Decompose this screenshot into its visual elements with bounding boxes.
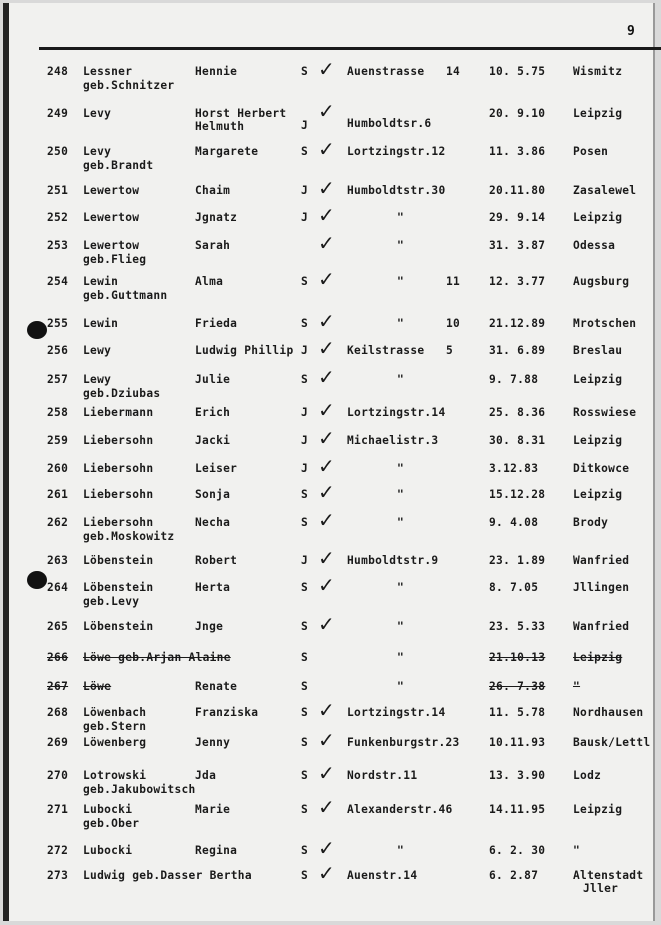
birth-place: Lodz xyxy=(573,769,602,782)
address: Auenstrasse xyxy=(347,65,425,78)
checkmark: ✓ xyxy=(318,508,335,532)
birth-date: 21.10.13 xyxy=(489,651,546,664)
birth-date: 9. 4.08 xyxy=(489,516,539,529)
birth-place: Leipzig xyxy=(573,651,623,664)
birth-date: 23. 5.33 xyxy=(489,620,546,633)
surname: Liebersohn xyxy=(83,462,154,475)
surname: Lewertow xyxy=(83,184,140,197)
checkmark: ✓ xyxy=(318,454,335,478)
religion-code: J xyxy=(301,184,309,197)
birth-place: Wismitz xyxy=(573,65,623,78)
birth-date: 10. 5.75 xyxy=(489,65,546,78)
entry-number: 258 xyxy=(47,406,69,419)
birth-place: Wanfried xyxy=(573,554,630,567)
first-name: Frieda xyxy=(195,317,238,330)
surname: Liebersohn xyxy=(83,434,154,447)
birth-date: 31. 3.87 xyxy=(489,239,546,252)
checkmark: ✓ xyxy=(318,176,335,200)
religion-code: J xyxy=(301,462,309,475)
birth-place-2: Jller xyxy=(583,882,619,895)
entry-number: 269 xyxy=(47,736,69,749)
address: " xyxy=(397,211,405,224)
birth-date: 9. 7.88 xyxy=(489,373,539,386)
address: Nordstr.11 xyxy=(347,769,418,782)
birth-date: 13. 3.90 xyxy=(489,769,546,782)
address: Michaelistr.3 xyxy=(347,434,439,447)
address: " xyxy=(397,317,405,330)
birth-place: " xyxy=(573,844,581,857)
checkmark: ✓ xyxy=(318,480,335,504)
maiden-name: geb.Levy xyxy=(83,595,140,608)
surname: Lewertow xyxy=(83,239,140,252)
surname: Levy xyxy=(83,107,112,120)
checkmark: ✓ xyxy=(318,336,335,360)
birth-date: 3.12.83 xyxy=(489,462,539,475)
birth-date: 6. 2. 30 xyxy=(489,844,546,857)
checkmark: ✓ xyxy=(318,546,335,570)
birth-date: 14.11.95 xyxy=(489,803,546,816)
checkmark: ✓ xyxy=(318,231,335,255)
birth-place: Wanfried xyxy=(573,620,630,633)
maiden-name: geb.Dziubas xyxy=(83,387,161,400)
address: " xyxy=(397,651,405,664)
address: " xyxy=(397,488,405,501)
religion-code: S xyxy=(301,844,309,857)
birth-date: 25. 8.36 xyxy=(489,406,546,419)
birth-date: 8. 7.05 xyxy=(489,581,539,594)
checkmark: ✓ xyxy=(318,426,335,450)
first-name: Horst Herbert xyxy=(195,107,287,120)
surname: Ludwig geb.Dasser Bertha xyxy=(83,869,252,882)
checkmark: ✓ xyxy=(318,728,335,752)
checkmark: ✓ xyxy=(318,365,335,389)
surname: Liebersohn xyxy=(83,488,154,501)
religion-code: S xyxy=(301,651,309,664)
checkmark: ✓ xyxy=(318,137,335,161)
checkmark: ✓ xyxy=(318,573,335,597)
first-name: Jda xyxy=(195,769,217,782)
religion-code: S xyxy=(301,581,309,594)
maiden-name: geb.Stern xyxy=(83,720,147,733)
entry-number: 267 xyxy=(47,680,69,693)
birth-place: Zasalewel xyxy=(573,184,637,197)
birth-date: 23. 1.89 xyxy=(489,554,546,567)
address: Humboldtstr.9 xyxy=(347,554,439,567)
birth-date: 26. 7.38 xyxy=(489,680,546,693)
birth-date: 31. 6.89 xyxy=(489,344,546,357)
surname: Löwe xyxy=(83,680,112,693)
religion-code: J xyxy=(301,554,309,567)
surname: Lubocki xyxy=(83,803,133,816)
address: " xyxy=(397,275,405,288)
religion-code: J xyxy=(301,406,309,419)
address: " xyxy=(397,516,405,529)
birth-place: " xyxy=(573,680,581,693)
maiden-name: geb.Moskowitz xyxy=(83,530,175,543)
birth-place: Posen xyxy=(573,145,609,158)
surname: Löwenberg xyxy=(83,736,147,749)
entry-number: 248 xyxy=(47,65,69,78)
surname: Löbenstein xyxy=(83,581,154,594)
first-name: Necha xyxy=(195,516,231,529)
birth-place: Bausk/Lettl xyxy=(573,736,651,749)
entry-number: 272 xyxy=(47,844,69,857)
checkmark: ✓ xyxy=(318,612,335,636)
address: " xyxy=(397,462,405,475)
surname: Liebersohn xyxy=(83,516,154,529)
religion-code: S xyxy=(301,736,309,749)
entry-number: 256 xyxy=(47,344,69,357)
punch-hole xyxy=(27,571,47,589)
maiden-name: geb.Ober xyxy=(83,817,140,830)
surname: Löwe geb.Arjan Alaine xyxy=(83,651,231,664)
birth-place: Odessa xyxy=(573,239,616,252)
first-name: Sonja xyxy=(195,488,231,501)
birth-place: Rosswiese xyxy=(573,406,637,419)
religion-code: J xyxy=(301,434,309,447)
first-name: Chaim xyxy=(195,184,231,197)
maiden-name: geb.Schnitzer xyxy=(83,79,175,92)
first-name: Jenny xyxy=(195,736,231,749)
first-name: Hennie xyxy=(195,65,238,78)
entry-number: 264 xyxy=(47,581,69,594)
birth-place: Jllingen xyxy=(573,581,630,594)
house-number: 14 xyxy=(446,65,461,78)
checkmark: ✓ xyxy=(318,309,335,333)
address: Lortzingstr.12 xyxy=(347,145,446,158)
page-number: 9 xyxy=(627,24,635,39)
maiden-name: geb.Flieg xyxy=(83,253,147,266)
house-number: 10 xyxy=(446,317,461,330)
birth-place: Breslau xyxy=(573,344,623,357)
religion-code: S xyxy=(301,680,309,693)
birth-date: 15.12.28 xyxy=(489,488,546,501)
birth-place: Brody xyxy=(573,516,609,529)
birth-place: Leipzig xyxy=(573,803,623,816)
religion-code: S xyxy=(301,706,309,719)
birth-date: 10.11.93 xyxy=(489,736,546,749)
first-name: Jnge xyxy=(195,620,224,633)
house-number: 5 xyxy=(446,344,454,357)
header-rule xyxy=(39,47,661,50)
punch-hole xyxy=(27,321,47,339)
first-name: Sarah xyxy=(195,239,231,252)
address: Lortzingstr.14 xyxy=(347,706,446,719)
surname: Lewy xyxy=(83,373,112,386)
entry-number: 253 xyxy=(47,239,69,252)
maiden-name: geb.Brandt xyxy=(83,159,154,172)
first-name: Erich xyxy=(195,406,231,419)
entry-number: 252 xyxy=(47,211,69,224)
religion-code: S xyxy=(301,317,309,330)
birth-place: Leipzig xyxy=(573,373,623,386)
address: Humboldtstr.30 xyxy=(347,184,446,197)
first-name: Franziska xyxy=(195,706,259,719)
address: " xyxy=(397,680,405,693)
surname: Lubocki xyxy=(83,844,133,857)
first-name: Herta xyxy=(195,581,231,594)
maiden-name: geb.Jakubowitsch xyxy=(83,783,196,796)
first-name: Leiser xyxy=(195,462,238,475)
birth-date: 11. 5.78 xyxy=(489,706,546,719)
religion-code: S xyxy=(301,516,309,529)
birth-place: Leipzig xyxy=(573,488,623,501)
entry-number: 251 xyxy=(47,184,69,197)
entry-number: 254 xyxy=(47,275,69,288)
entry-number: 257 xyxy=(47,373,69,386)
checkmark: ✓ xyxy=(318,203,335,227)
birth-place: Altenstadt xyxy=(573,869,644,882)
religion-code: J xyxy=(301,344,309,357)
surname: Löbenstein xyxy=(83,554,154,567)
entry-number: 262 xyxy=(47,516,69,529)
address: Humboldtsr.6 xyxy=(347,117,432,130)
entry-number: 249 xyxy=(47,107,69,120)
birth-place: Ditkowce xyxy=(573,462,630,475)
address: Alexanderstr.46 xyxy=(347,803,453,816)
religion-code: S xyxy=(301,869,309,882)
house-number: 11 xyxy=(446,275,461,288)
religion-code: S xyxy=(301,145,309,158)
birth-place: Nordhausen xyxy=(573,706,644,719)
entry-number: 268 xyxy=(47,706,69,719)
entry-number: 259 xyxy=(47,434,69,447)
birth-place: Leipzig xyxy=(573,107,623,120)
checkmark: ✓ xyxy=(318,57,335,81)
birth-date: 21.12.89 xyxy=(489,317,546,330)
surname: Löbenstein xyxy=(83,620,154,633)
first-name: Julie xyxy=(195,373,231,386)
birth-place: Mrotschen xyxy=(573,317,637,330)
religion-code: S xyxy=(301,488,309,501)
surname: Lewy xyxy=(83,344,112,357)
address: Auenstr.14 xyxy=(347,869,418,882)
birth-place: Leipzig xyxy=(573,211,623,224)
surname: Lewin xyxy=(83,275,119,288)
surname: Lotrowski xyxy=(83,769,147,782)
first-name: Jgnatz xyxy=(195,211,238,224)
first-name: Alma xyxy=(195,275,224,288)
checkmark: ✓ xyxy=(318,99,335,123)
document-page xyxy=(3,3,655,921)
entry-number: 255 xyxy=(47,317,69,330)
address: " xyxy=(397,373,405,386)
first-name: Jacki xyxy=(195,434,231,447)
surname: Levy xyxy=(83,145,112,158)
checkmark: ✓ xyxy=(318,861,335,885)
entry-number: 271 xyxy=(47,803,69,816)
religion-code: S xyxy=(301,373,309,386)
address: " xyxy=(397,581,405,594)
entry-number: 273 xyxy=(47,869,69,882)
entry-number: 270 xyxy=(47,769,69,782)
first-name: Marie xyxy=(195,803,231,816)
surname: Lewin xyxy=(83,317,119,330)
birth-date: 29. 9.14 xyxy=(489,211,546,224)
entry-number: 260 xyxy=(47,462,69,475)
birth-place: Augsburg xyxy=(573,275,630,288)
first-name: Margarete xyxy=(195,145,259,158)
first-name: Regina xyxy=(195,844,238,857)
entry-number: 261 xyxy=(47,488,69,501)
checkmark: ✓ xyxy=(318,795,335,819)
surname: Lessner xyxy=(83,65,133,78)
birth-date: 12. 3.77 xyxy=(489,275,546,288)
entry-number: 265 xyxy=(47,620,69,633)
address: " xyxy=(397,844,405,857)
address: Funkenburgstr.23 xyxy=(347,736,460,749)
religion-code: S xyxy=(301,803,309,816)
checkmark: ✓ xyxy=(318,836,335,860)
birth-date: 20. 9.10 xyxy=(489,107,546,120)
first-name: Renate xyxy=(195,680,238,693)
surname: Lewertow xyxy=(83,211,140,224)
address: " xyxy=(397,620,405,633)
religion-code: S xyxy=(301,620,309,633)
birth-date: 11. 3.86 xyxy=(489,145,546,158)
address: Keilstrasse xyxy=(347,344,425,357)
birth-place: Leipzig xyxy=(573,434,623,447)
address: Lortzingstr.14 xyxy=(347,406,446,419)
checkmark: ✓ xyxy=(318,698,335,722)
address: " xyxy=(397,239,405,252)
birth-date: 20.11.80 xyxy=(489,184,546,197)
first-name: Robert xyxy=(195,554,238,567)
surname: Löwenbach xyxy=(83,706,147,719)
religion-code: S xyxy=(301,275,309,288)
religion-code: J xyxy=(301,119,309,132)
entry-number: 250 xyxy=(47,145,69,158)
checkmark: ✓ xyxy=(318,761,335,785)
maiden-name: geb.Guttmann xyxy=(83,289,168,302)
first-name: Ludwig Phillip xyxy=(195,344,294,357)
religion-code: J xyxy=(301,211,309,224)
checkmark: ✓ xyxy=(318,398,335,422)
entry-number: 266 xyxy=(47,651,69,664)
surname: Liebermann xyxy=(83,406,154,419)
religion-code: S xyxy=(301,769,309,782)
birth-date: 6. 2.87 xyxy=(489,869,539,882)
checkmark: ✓ xyxy=(318,267,335,291)
religion-code: S xyxy=(301,65,309,78)
entry-number: 263 xyxy=(47,554,69,567)
first-name-2: Helmuth xyxy=(195,120,245,133)
birth-date: 30. 8.31 xyxy=(489,434,546,447)
